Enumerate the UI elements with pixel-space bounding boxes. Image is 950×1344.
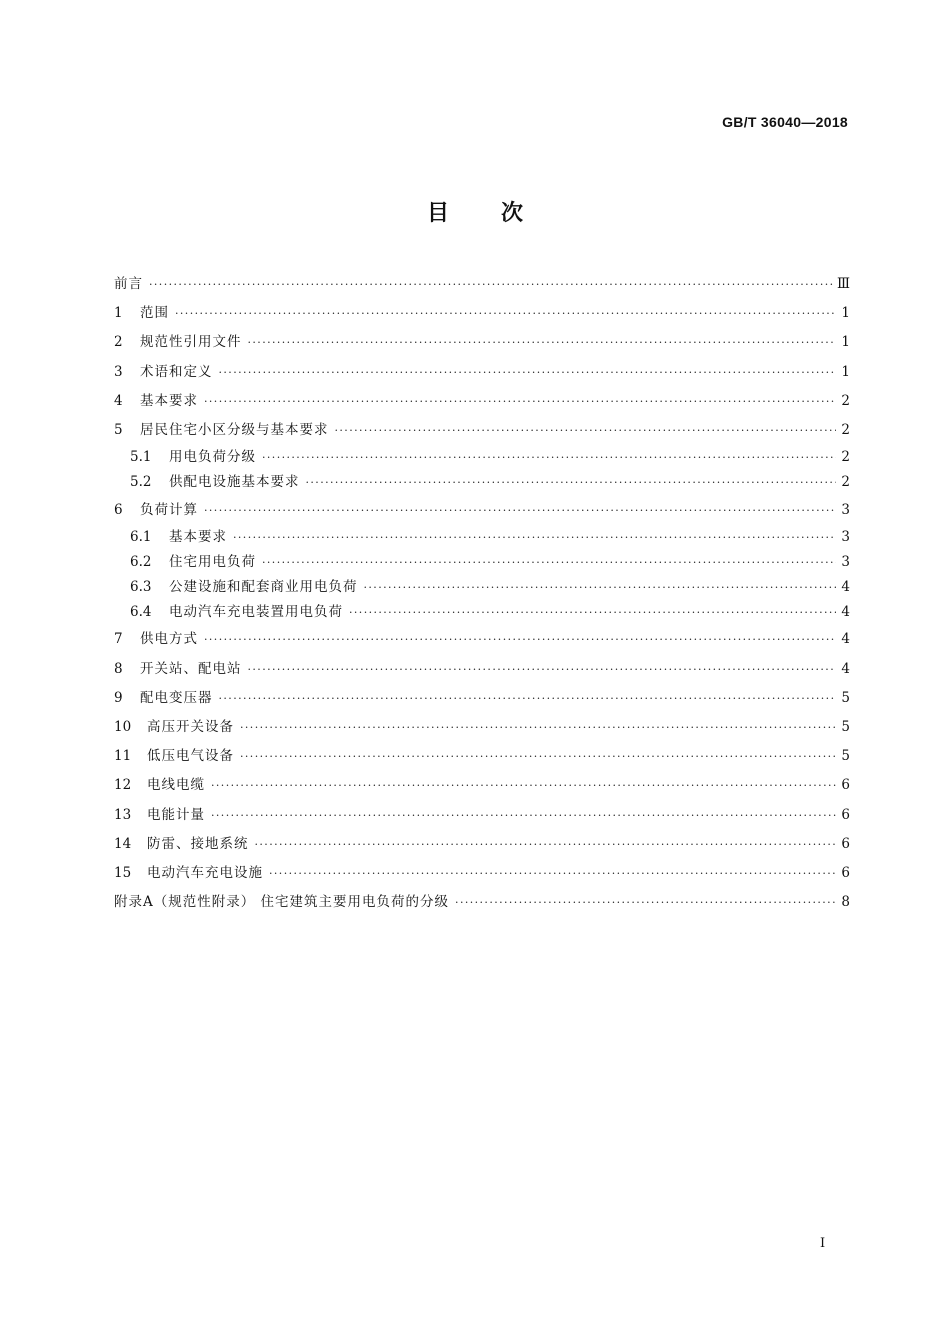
- dot-leader: [349, 600, 836, 625]
- toc-entry-label: 电动汽车充电设施: [147, 864, 263, 881]
- toc-entry-15[interactable]: [114, 859, 850, 888]
- page-number: I: [820, 1236, 826, 1251]
- toc-entry-14[interactable]: [114, 830, 850, 859]
- dot-leader: [204, 496, 836, 525]
- dot-leader: [240, 742, 836, 771]
- toc-entry-6-2[interactable]: [114, 550, 850, 575]
- toc-entry-1[interactable]: [114, 299, 850, 328]
- toc-entry-label: 防雷、接地系统: [147, 835, 249, 852]
- toc-entry-page: 3: [841, 553, 850, 570]
- toc-entry-12[interactable]: [114, 771, 850, 800]
- toc-entry-number: 10: [114, 719, 132, 735]
- toc-entry-number: 9: [114, 689, 123, 706]
- toc-entry-3[interactable]: [114, 358, 850, 387]
- dot-leader: [335, 416, 837, 445]
- dot-leader: [248, 328, 837, 357]
- toc-entry-number: 11: [114, 748, 132, 765]
- dot-leader: [204, 625, 836, 654]
- toc-entry-label: 负荷计算: [140, 501, 198, 518]
- dot-leader: [219, 358, 837, 387]
- toc-entry-page: Ⅲ: [836, 276, 850, 292]
- dot-leader: [255, 830, 837, 859]
- dot-leader: [306, 470, 837, 495]
- toc-entry-label: 附录A（规范性附录） 住宅建筑主要用电负荷的分级: [114, 894, 450, 911]
- page-title: 目次: [426, 201, 575, 226]
- toc-entry-8[interactable]: [114, 655, 850, 684]
- dot-leader: [211, 771, 836, 800]
- dot-leader: [262, 445, 836, 470]
- toc-entry-label: 低压电气设备: [147, 748, 234, 765]
- toc-entry-number: 5.2: [130, 474, 152, 491]
- toc-entry-page: 6: [841, 777, 850, 794]
- dot-leader: [204, 387, 836, 416]
- toc-entry-10[interactable]: [114, 713, 850, 742]
- toc-entry-number: 5.1: [130, 449, 152, 466]
- toc-entry-label: 供电方式: [140, 631, 198, 648]
- toc-entry-number: 15: [114, 864, 132, 881]
- toc-entry-label: 用电负荷分级: [169, 449, 256, 466]
- dot-leader: [248, 655, 837, 684]
- toc-entry-page: 5: [841, 719, 850, 735]
- toc-entry-label: 范围: [140, 305, 169, 322]
- toc-entry-page: 4: [841, 660, 850, 677]
- toc-entry-5-1[interactable]: [114, 445, 850, 470]
- dot-leader: [211, 801, 836, 830]
- toc-entry-11[interactable]: [114, 742, 850, 771]
- toc-entry-label: 电线电缆: [147, 777, 205, 794]
- toc-entry-label: 公建设施和配套商业用电负荷: [169, 579, 358, 596]
- toc-entry-page: 5: [841, 748, 850, 765]
- toc-entry-label: 配电变压器: [140, 689, 213, 706]
- toc-entry-page: 3: [841, 501, 850, 518]
- toc-entry-number: 12: [114, 777, 132, 794]
- dot-leader: [262, 550, 836, 575]
- dot-leader: [149, 270, 833, 299]
- toc-entry-number: 6.1: [130, 528, 152, 545]
- toc-entry-5-2[interactable]: [114, 470, 850, 495]
- toc-entry-2[interactable]: [114, 328, 850, 357]
- toc-entry-label: 电动汽车充电装置用电负荷: [169, 604, 343, 621]
- toc-entry-label: 供配电设施基本要求: [169, 474, 300, 491]
- toc-entry-page: 2: [841, 449, 850, 466]
- toc-entry-number: 6.2: [130, 553, 152, 570]
- toc-entry-number: 4: [114, 392, 123, 409]
- toc-entry-foreword[interactable]: [114, 270, 850, 299]
- toc-entry-7[interactable]: [114, 625, 850, 654]
- toc-entry-number: 6: [114, 501, 123, 518]
- toc-entry-13[interactable]: [114, 801, 850, 830]
- toc-entry-number: 3: [114, 363, 123, 380]
- toc-entry-label: 开关站、配电站: [140, 660, 242, 677]
- toc-entry-page: 4: [841, 631, 850, 648]
- document-number: GB/T 36040—2018: [722, 114, 848, 130]
- toc-entry-label: 电能计量: [147, 806, 205, 823]
- toc-entry-5[interactable]: [114, 416, 850, 445]
- toc-entry-page: 2: [841, 392, 850, 409]
- dot-leader: [233, 525, 836, 550]
- toc-entry-appendix-a[interactable]: [114, 888, 850, 917]
- toc-entry-page: 4: [841, 579, 850, 596]
- toc-entry-6[interactable]: [114, 496, 850, 525]
- toc-entry-number: 5: [114, 421, 123, 438]
- toc-entry-page: 5: [841, 689, 850, 706]
- dot-leader: [175, 299, 836, 328]
- toc-entry-9[interactable]: [114, 684, 850, 713]
- toc-entry-page: 3: [841, 528, 850, 545]
- toc-entry-number: 7: [114, 631, 123, 648]
- toc-entry-page: 2: [841, 474, 850, 491]
- dot-leader: [269, 859, 836, 888]
- table-of-contents: [114, 270, 850, 917]
- toc-entry-label: 基本要求: [140, 392, 198, 409]
- toc-entry-number: 6.3: [130, 579, 152, 596]
- dot-leader: [364, 575, 837, 600]
- toc-entry-number: 14: [114, 835, 132, 852]
- toc-entry-page: 1: [841, 363, 850, 380]
- toc-entry-number: 1: [114, 305, 123, 322]
- toc-entry-label: 前言: [114, 276, 143, 292]
- toc-entry-number: 13: [114, 806, 132, 823]
- toc-entry-number: 6.4: [130, 604, 152, 621]
- dot-leader: [455, 888, 836, 917]
- toc-entry-label: 居民住宅小区分级与基本要求: [140, 421, 329, 438]
- toc-entry-page: 1: [841, 334, 850, 351]
- toc-entry-page: 1: [841, 305, 850, 322]
- toc-entry-6-4[interactable]: [114, 600, 850, 625]
- toc-entry-page: 6: [841, 806, 850, 823]
- toc-entry-6-1[interactable]: [114, 525, 850, 550]
- toc-entry-label: 规范性引用文件: [140, 334, 242, 351]
- toc-entry-page: 8: [841, 894, 850, 911]
- toc-entry-page: 6: [841, 835, 850, 852]
- toc-entry-page: 6: [841, 864, 850, 881]
- toc-entry-number: 2: [114, 334, 123, 351]
- toc-entry-label: 基本要求: [169, 528, 227, 545]
- dot-leader: [219, 684, 837, 713]
- toc-entry-label: 高压开关设备: [147, 719, 234, 735]
- toc-entry-label: 术语和定义: [140, 363, 213, 380]
- toc-entry-page: 4: [841, 604, 850, 621]
- toc-entry-label: 住宅用电负荷: [169, 553, 256, 570]
- dot-leader: [240, 713, 836, 742]
- toc-entry-page: 2: [841, 421, 850, 438]
- toc-entry-6-3[interactable]: [114, 575, 850, 600]
- toc-entry-4[interactable]: [114, 387, 850, 416]
- toc-entry-number: 8: [114, 660, 123, 677]
